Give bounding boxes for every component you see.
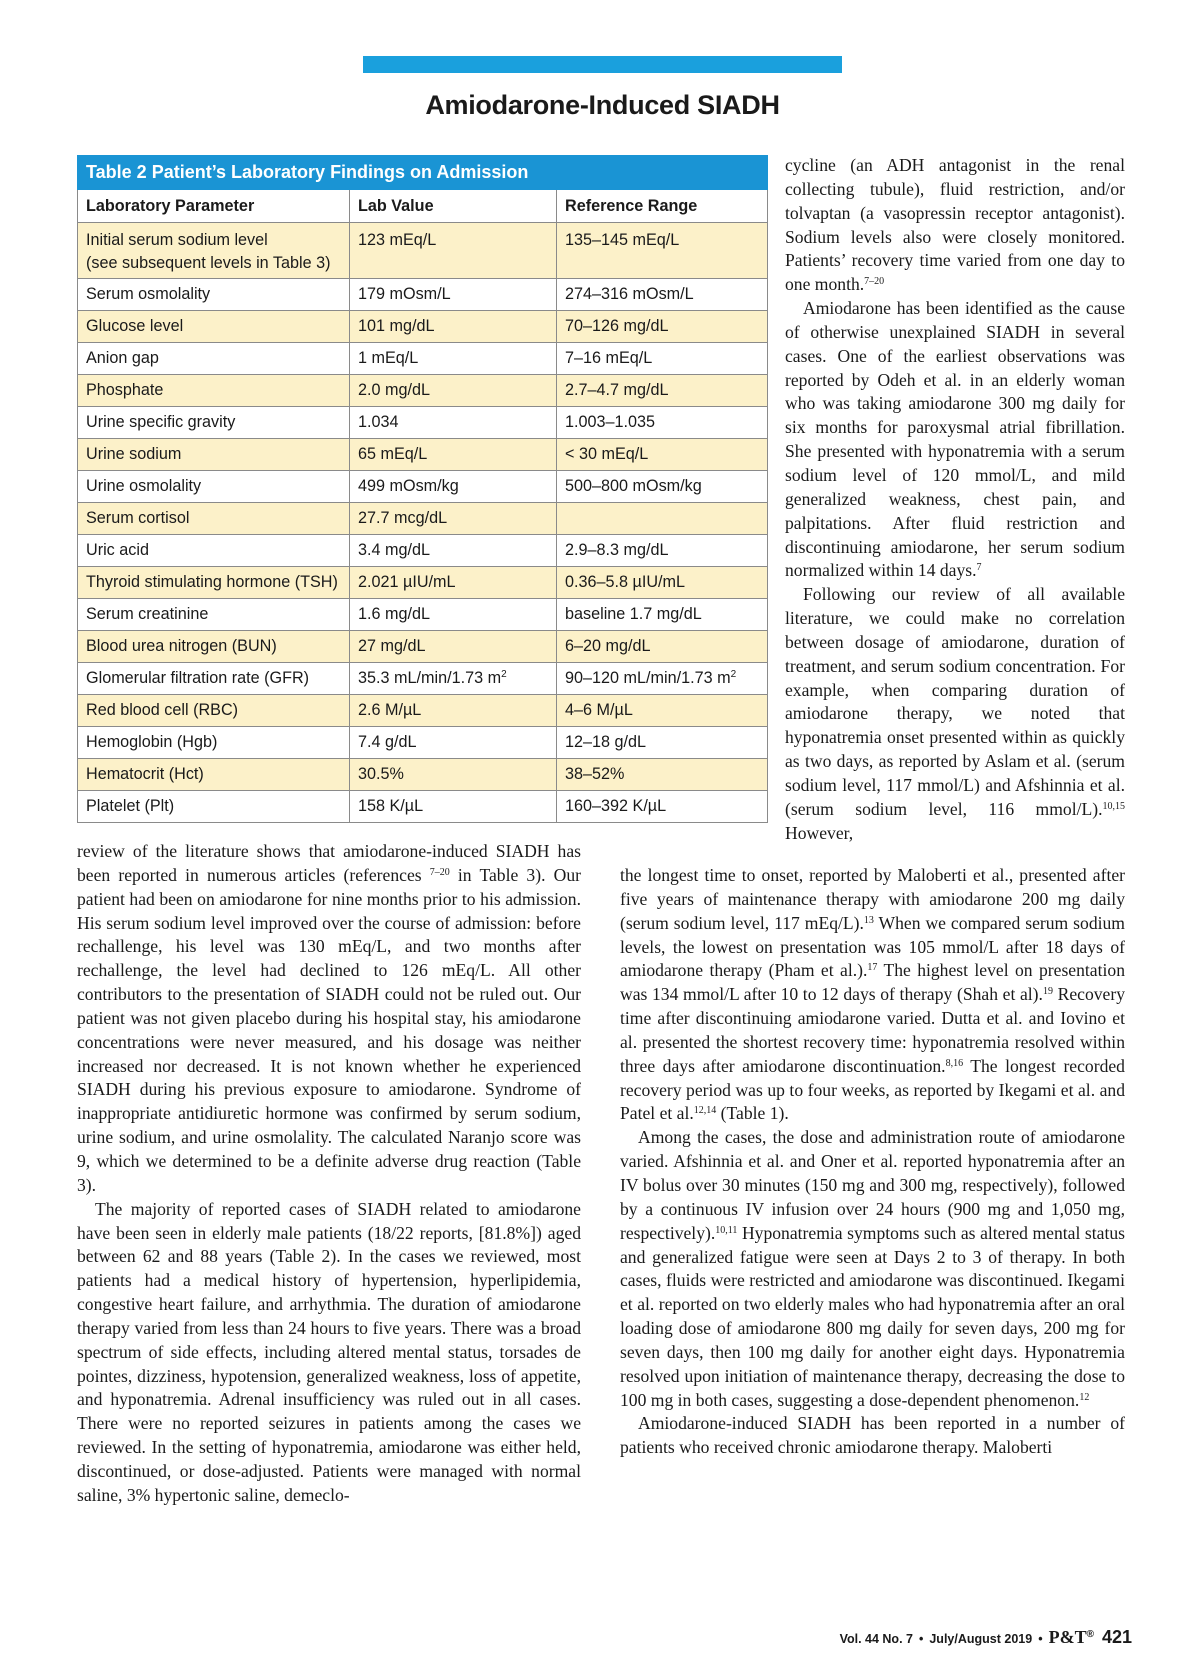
reference-range: 38–52% — [557, 759, 768, 791]
lab-value: 158 K/µL — [350, 791, 557, 823]
lab-value: 2.021 µIU/mL — [350, 567, 557, 599]
lab-parameter: Urine osmolality — [78, 471, 350, 503]
lab-value: 1.6 mg/dL — [350, 599, 557, 631]
paragraph — [785, 154, 1125, 297]
citation: 7 — [976, 562, 982, 574]
reference-range: 135–145 mEq/L — [557, 223, 768, 279]
issue-info: Vol. 44 No. 7 — [839, 1632, 913, 1646]
right-column-top — [785, 154, 1125, 845]
registered-mark: ® — [1086, 1629, 1094, 1640]
citation: 12 — [1079, 1391, 1090, 1403]
paragraph-text: The longest recorded recovery period was up to four weeks, as reported by Ikegami et al. and Patel et al. — [620, 1055, 1125, 1124]
reference-range: 2.9–8.3 mg/dL — [557, 535, 768, 567]
lab-parameter: Hemoglobin (Hgb) — [78, 727, 350, 759]
range-text: 90–120 mL/min/1.73 m — [565, 669, 731, 687]
lab-parameter: Uric acid — [78, 535, 350, 567]
reference-range — [557, 503, 768, 535]
table-row — [78, 791, 768, 823]
value-text: 35.3 mL/min/1.73 m — [358, 669, 502, 687]
unit-superscript: 2 — [730, 669, 737, 680]
paragraph — [77, 840, 581, 1198]
lab-parameter: Urine sodium — [78, 439, 350, 471]
journal-name: P&T — [1048, 1627, 1087, 1647]
paragraph-text: The majority of reported cases of SIADH related to amiodarone have been seen in elderly male patients (18/22 reports, [81.8%]) aged between 62 and 88 years (Table 2). In the cases we reviewed, most patients had a medical history of hypertension, hyperlipidemia, congestive heart failure, and arrhythmia. The duration of amiodarone therapy varied from less than 24 hours to five years. There was a broad spectrum of side effects, including altered mental status, torsades de pointes, dizziness, hypotension, generalized weakness, loss of appetite, and hyponatremia. Adrenal insufficiency was ruled out in all cases. There were no reported seizures in patients among the cases we reviewed. In the setting of hyponatremia, amiodarone was either held, discontinued, or dose-adjusted. Patients were managed with normal saline, 3% hypertonic saline, demeclo- — [77, 1198, 581, 1505]
citation: 10,15 — [1102, 800, 1125, 812]
reference-range: 7–16 mEq/L — [557, 343, 768, 375]
table-row — [78, 343, 768, 375]
paragraph-text: Amiodarone has been identified as the cause of otherwise unexplained SIADH in several cases. One of the earliest observations was reported by Odeh et al. in an elderly woman who was taking amiodarone 300 mg daily for six months for paroxysmal atrial fibrillation. She presented with hyponatremia with a serum sodium level of 120 mmol/L, and mild generalized weakness, chest pain, and palpitations. After fluid restriction and discontinuing amiodarone, her serum sodium normalized within 14 days. — [785, 298, 1125, 581]
reference-range: < 30 mEq/L — [557, 439, 768, 471]
paragraph-text: However, — [785, 822, 854, 843]
paragraph-text: the longest time to onset, reported by Maloberti et al., presented after five years of maintenance therapy with amiodarone 200 mg daily (serum sodium level, 117 mEq/L). — [620, 865, 1125, 933]
reference-range: 12–18 g/dL — [557, 727, 768, 759]
citation: 7–20 — [429, 866, 450, 878]
header-accent-bar — [363, 56, 842, 73]
citation: 10,11 — [715, 1224, 738, 1236]
table-row — [78, 727, 768, 759]
lab-value: 27 mg/dL — [350, 631, 557, 663]
citation: 7–20 — [864, 276, 885, 288]
lab-parameter — [78, 223, 350, 279]
paragraph-text: cycline (an ADH antagonist in the renal collecting tubule), fluid restriction, and/or tolvaptan (a vasopressin receptor antagonist). Sodium levels also were closely monitored. Patients’ recovery time varied from one day to one month. — [785, 155, 1125, 295]
table-row — [78, 471, 768, 503]
table-row — [78, 223, 768, 279]
lab-value: 3.4 mg/dL — [350, 535, 557, 567]
left-column — [77, 840, 581, 1508]
page-number: 421 — [1101, 1627, 1132, 1647]
paragraph — [620, 1412, 1125, 1460]
reference-range: 0.36–5.8 µIU/mL — [557, 567, 768, 599]
lab-value: 65 mEq/L — [350, 439, 557, 471]
lab-findings-table — [77, 155, 768, 823]
paragraph-text: The highest level on presentation was 134 mmol/L after 10 to 12 days of therapy (Shah et al). — [620, 960, 1125, 1005]
paragraph-text: in Table 3). Our patient had been on amiodarone for nine months prior to his admission. His serum sodium level improved over the course of admission: before rechallenge, his level was 130 mEq/L, and two months after rechallenge, the level had declined to 126 mEq/L. All other contributors to the presentation of SIADH could not be ruled out. Our patient was not given placebo during his hospital stay, his amiodarone concentrations were never measured, and his dosage was neither increased nor decreased. It is not known whether he experienced SIADH during his previous exposure to amiodarone. Syndrome of inappropriate antidiuretic hormone was confirmed by serum sodium, urine sodium, and urine osmolality. The calculated Naranjo score was 9, which we determined to be a definite adverse drug reaction (Table 3). — [77, 864, 581, 1195]
lab-parameter: Red blood cell (RBC) — [78, 695, 350, 727]
table-row — [78, 311, 768, 343]
table-row — [78, 663, 768, 695]
column-header-value: Lab Value — [350, 190, 557, 223]
lab-parameter: Urine specific gravity — [78, 407, 350, 439]
reference-range: 1.003–1.035 — [557, 407, 768, 439]
lab-value: 2.6 M/µL — [350, 695, 557, 727]
reference-range: 2.7–4.7 mg/dL — [557, 375, 768, 407]
paragraph — [785, 583, 1125, 845]
paragraph — [620, 864, 1125, 1126]
table-row — [78, 279, 768, 311]
lab-value: 27.7 mcg/dL — [350, 503, 557, 535]
table-row — [78, 535, 768, 567]
parameter-note: (see subsequent levels in Table 3) — [86, 254, 331, 272]
lab-value: 123 mEq/L — [350, 223, 557, 279]
lab-value: 2.0 mg/dL — [350, 375, 557, 407]
table-caption: Table 2 Patient’s Laboratory Findings on Admission — [78, 156, 768, 190]
lab-parameter: Serum creatinine — [78, 599, 350, 631]
citation: 19 — [1042, 986, 1053, 998]
paragraph-text: Amiodarone-induced SIADH has been reported in a number of patients who received chronic amiodarone therapy. Maloberti — [620, 1413, 1125, 1458]
citation: 13 — [863, 914, 874, 926]
separator-dot: • — [1038, 1632, 1043, 1646]
table-row — [78, 759, 768, 791]
paragraph-text: When we compared serum sodium levels, the lowest on presentation was 105 mmol/L after 18 days of amiodarone therapy (Pham et al.). — [620, 912, 1125, 981]
paragraph-text: review of the literature shows that amiodarone-induced SIADH has been reported in numerous articles (references — [77, 841, 581, 885]
lab-parameter: Serum osmolality — [78, 279, 350, 311]
citation: 17 — [867, 962, 878, 974]
lab-value: 1 mEq/L — [350, 343, 557, 375]
reference-range: 160–392 K/µL — [557, 791, 768, 823]
unit-superscript: 2 — [501, 669, 507, 680]
paragraph-text: Following our review of all available literature, we could make no correlation between dosage of amiodarone, duration of treatment, and serum sodium concentration. For example, when comparing duration of amiodarone therapy, we noted that hyponatremia onset presented within as quickly as two days, as reported by Aslam et al. (serum sodium level, 117 mmol/L) and Afshinnia et al. (serum sodium level, 116 mmol/L). — [785, 584, 1125, 819]
lab-value: 7.4 g/dL — [350, 727, 557, 759]
column-header-parameter: Laboratory Parameter — [78, 190, 350, 223]
lab-parameter: Glomerular filtration rate (GFR) — [78, 663, 350, 695]
table-row — [78, 375, 768, 407]
paragraph-text: (Table 1). — [716, 1103, 789, 1124]
reference-range: baseline 1.7 mg/dL — [557, 599, 768, 631]
issue-date: July/August 2019 — [929, 1632, 1033, 1646]
lab-value: 499 mOsm/kg — [350, 471, 557, 503]
reference-range: 6–20 mg/dL — [557, 631, 768, 663]
table-row — [78, 631, 768, 663]
page-title: Amiodarone-Induced SIADH — [425, 90, 780, 120]
citation: 12,14 — [693, 1105, 717, 1117]
reference-range: 70–126 mg/dL — [557, 311, 768, 343]
reference-range: 274–316 mOsm/L — [557, 279, 768, 311]
reference-range: 4–6 M/µL — [557, 695, 768, 727]
parameter-line: Initial serum sodium level — [86, 231, 268, 249]
table-row — [78, 503, 768, 535]
paragraph — [620, 1126, 1125, 1412]
lab-parameter: Glucose level — [78, 311, 350, 343]
column-header-range: Reference Range — [557, 190, 768, 223]
citation: 8,16 — [945, 1057, 964, 1069]
lab-value: 179 mOsm/L — [350, 279, 557, 311]
lab-parameter: Serum cortisol — [78, 503, 350, 535]
table-row — [78, 567, 768, 599]
paragraph-text: Recovery time after discontinuing amiodarone varied. Dutta et al. and Iovino et al. presented the shortest recovery time: hyponatremia resolved within three days after amiodarone discontinuation. — [620, 984, 1126, 1076]
page-footer — [840, 1627, 1132, 1648]
paragraph — [77, 1198, 581, 1508]
separator-dot: • — [918, 1632, 924, 1646]
table-row — [78, 407, 768, 439]
lab-parameter: Thyroid stimulating hormone (TSH) — [78, 567, 350, 599]
reference-range — [557, 663, 768, 695]
lab-parameter: Phosphate — [78, 375, 350, 407]
lab-value: 30.5% — [350, 759, 557, 791]
paragraph-text: Hyponatremia symptoms such as altered mental status and generalized fatigue were seen at Days 2 to 3 of therapy. In both cases, fluids were restricted and amiodarone was discontinued. Ikegami et al. reported on two elderly males who had hyponatremia after an oral loading dose of amiodarone 800 mg daily for seven days, 200 mg for seven days, then 100 mg daily for another eight days. Hyponatremia resolved upon initiation of maintenance therapy, decreasing the dose to 100 mg in both cases, suggesting a dose-dependent phenomenon. — [620, 1222, 1125, 1410]
lab-parameter: Blood urea nitrogen (BUN) — [78, 631, 350, 663]
lab-value — [350, 663, 557, 695]
paragraph — [785, 297, 1125, 583]
lab-value: 101 mg/dL — [350, 311, 557, 343]
right-column — [620, 864, 1125, 1460]
lab-parameter: Platelet (Plt) — [78, 791, 350, 823]
table-row — [78, 439, 768, 471]
table-row — [78, 695, 768, 727]
lab-parameter: Hematocrit (Hct) — [78, 759, 350, 791]
table-row — [78, 599, 768, 631]
paragraph-text: Among the cases, the dose and administration route of amiodarone varied. Afshinnia et al. and Oner et al. reported hyponatremia after an IV bolus over 30 minutes (150 mg and 300 mg, respectively), followed by a continuous IV infusion over 24 hours (900 mg and 1,050 mg, respectively). — [620, 1127, 1125, 1243]
lab-value: 1.034 — [350, 407, 557, 439]
lab-parameter: Anion gap — [78, 343, 350, 375]
reference-range: 500–800 mOsm/kg — [557, 471, 768, 503]
